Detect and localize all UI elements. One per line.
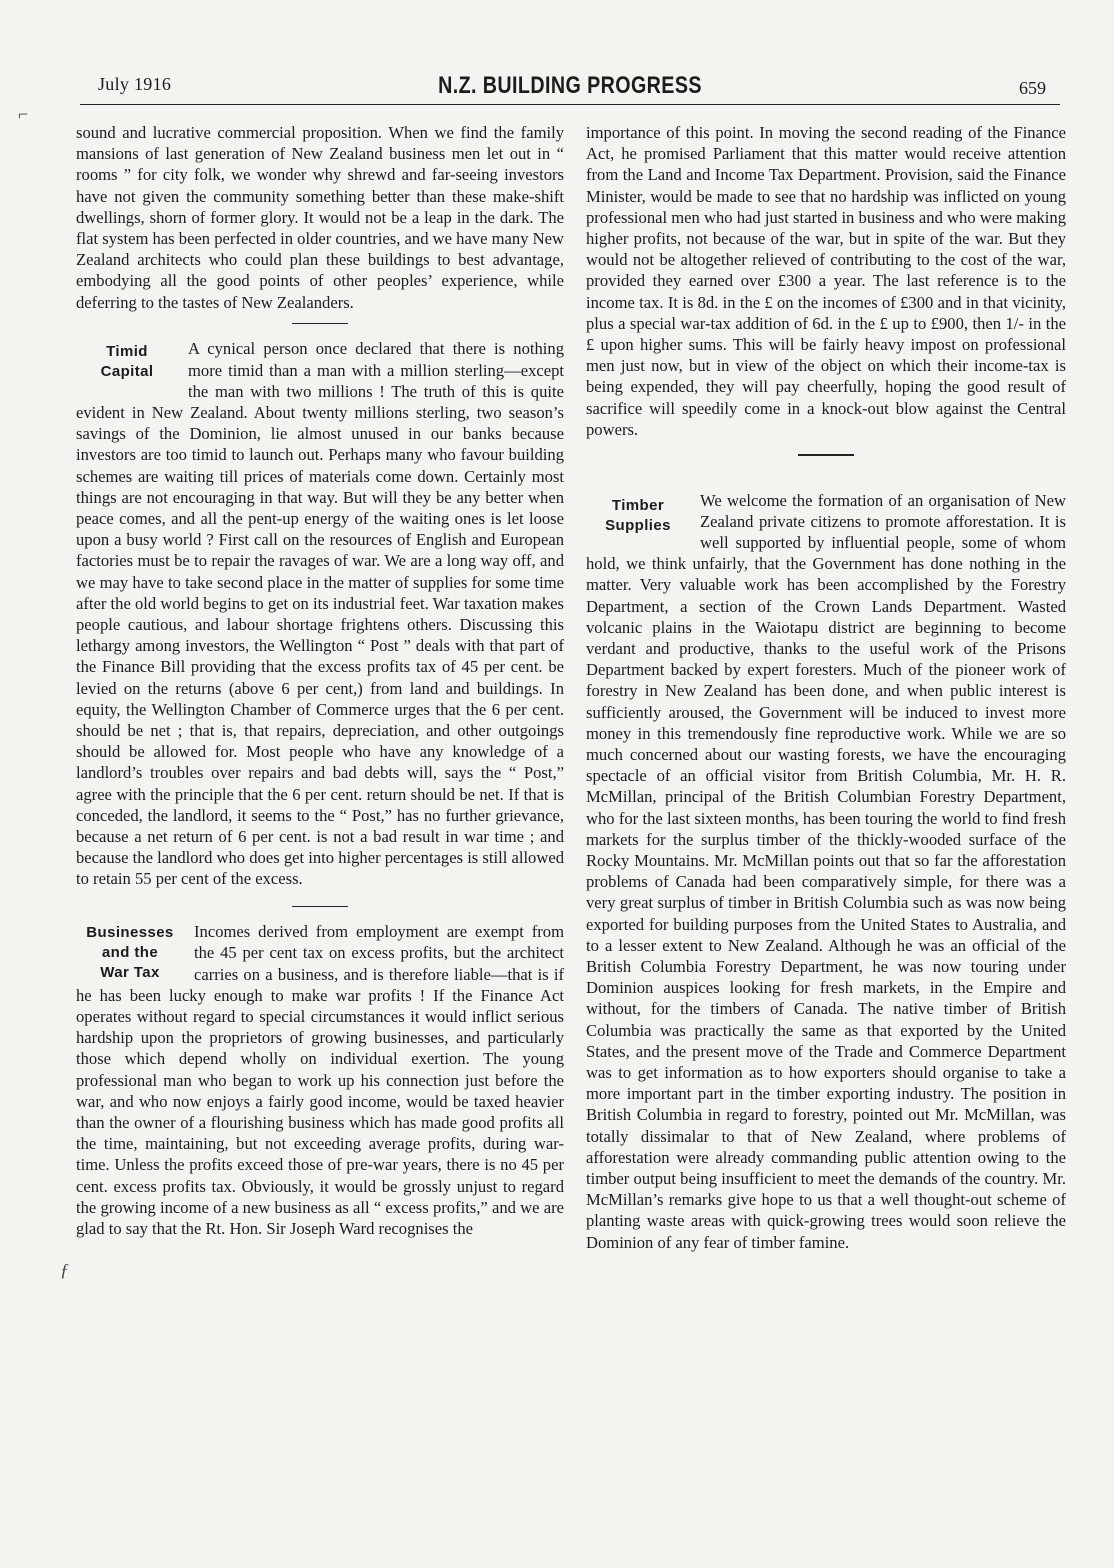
article-body: We welcome the formation of an organisation of New Zealand private citizens to promote afforestation. It is well supported by influential people, some of whom hold, we think unfairly, that the Government has done nothing in the matter. Very valuable work has been accomplished by the Forestry Department, a section of the Crown Lands Department. Wasted volcanic plains in the Waiotapu district are beginning to become verdant and productive, thanks to the useful work of the Prisons Department backed by expert foresters. Much of the pioneer work of forestry in New Zealand has been done, and when public interest is sufficiently aroused, the Government will be induced to invest more money in this tremendously fine reproductive work. While we are so much concerned about our wasting forests, we have the encouraging spectacle of an official visitor from British Columbia, Mr. H. R. McMillan, principal of the British Columbian Forestry Department, who for the last sixteen months, has been touring the world to find fresh markets for the surplus timber of the thickly-wooded surface of the Rocky Mountains. Mr. McMillan points out that so far the afforestation problems of Canada had been comparatively simple, for there was a very great surplus of timber in British Columbia such as was now being exported for building purposes from the United States to Australia, and to a lesser extent to New Zealand. Although he was an official of the British Columbia Forestry Department, he was now touring under Dominion auspices looking for fresh markets, in the Empire and without, for the timbers of Canada. The native timber of British Columbia was practically the same as that exported by the United States, and the present move of the Trade and Commerce Department was to get information as to how exporters should organise to take a more important part in the timber exporting industry. The position in British Columbia in regard to forestry, pointed out Mr. McMillan, was totally dissimalar to that of New Zealand, where problems of afforestation were already commanding public attention owing to the timber output being insufficient to meet the demands of the country. Mr. McMillan’s remarks give hope to us that a well thought-out scheme of planting waste areas with quick-growing trees would soon relieve the Dominion of any fear of timber famine. [586, 490, 1066, 1252]
article-body: A cynical person once declared that there is nothing more timid than a man with a million sterling—except the man with two millions ! The truth of this is quite evident in New Zealand. About twenty millions sterling, two season’s savings of the Dominion, lie almost unused in our banks because investors are too timid to launch out. Perhaps many who favour building schemes are waiting till prices of materials come down. Certainly most things are not encouraging in that way. But will they be any better when peace comes, and all the pent-up energy of the waiting ones is let loose upon a busy world ? First call on the resources of English and European factories must be to repair the ravages of war. We are a long way off, and we may have to take second place in the matter of supplies for some time after the old world begins to get on its industrial feet. War taxation makes people cautious, and labour shortage frightens others. Discussing this lethargy among investors, the Wellington “ Post ” deals with that part of the Finance Bill providing that the excess profits tax of 45 per cent. be levied on the returns (above 6 per cent,) from land and buildings. In equity, the Wellington Chamber of Commerce urges that the 6 per cent. should be net ; that is, that repairs, depreciation, and other outgoings should be allowed for. Most people who have any knowledge of a landlord’s troubles over repairs and bad debts will, says the “ Post,” agree with the principle that the 6 per cent. return should be net. If that is conceded, the landlord, it seems to the “ Post,” has no further grievance, because a net return of 6 per cent. is not a bad result in war time ; and because the landlord who does get into higher percentages is still allowed to retain 55 per cent of the excess. [76, 339, 564, 889]
side-heading-line: Capital [100, 363, 154, 381]
section-divider [292, 906, 348, 908]
side-heading-line: Supplies [605, 516, 671, 534]
intro-paragraph: sound and lucrative commercial proposition. When we find the family mansions of last generation of New Zealand business men let out in “ rooms ” for city folk, we wonder why shrewd and far-seeing investors have not given the community something better than these make-shift dwellings, shorn of former glory. It would not be a leap in the dark. The flat system has been perfected in older countries, and we have many New Zealand architects who could plan these buildings to best advantage, embodying all the good points of other peoples’ experience, while deferring to the tastes of New Zealanders. [76, 123, 564, 312]
side-heading-line: Timid [106, 343, 148, 361]
side-heading-line: Businesses [86, 924, 174, 942]
publication-title: N.Z. BUILDING PROGRESS [438, 72, 702, 99]
side-heading [76, 342, 188, 382]
side-heading [586, 496, 700, 536]
article-businesses-war-tax [76, 921, 564, 1239]
right-column [586, 122, 1066, 1253]
article-timid-capital [76, 338, 564, 889]
article-timber-supplies [586, 490, 1066, 1253]
side-heading [76, 923, 194, 983]
margin-mark-icon: ⌐ [18, 104, 29, 124]
side-heading-line: War Tax [100, 964, 160, 982]
section-divider [798, 454, 854, 456]
side-heading-line: Timber [611, 496, 665, 514]
article-body: Incomes derived from employment are exempt from the 45 per cent tax on excess profits, but the architect carries on a business, and is therefore liable—that is if he has been lucky enough to make war profits ! If the Finance Act operates without regard to special circumstances it would inflict serious hardship upon the proprietors of growing businesses, and particularly those which depend wholly on individual exertion. The young professional man who began to work up his connection just before the war, and who now enjoys a fairly good income, would be taxed heavier than the owner of a flourishing business which has made good profits all the time, maintaining, but not exceeding average profits, during war-time. Unless the profits exceed those of pre-war years, there is no 45 per cent. excess profits tax. Obviously, it would be grossly unjust to regard the growing income of a new business as all “ excess profits,” and we are glad to say that the Rt. Hon. Sir Joseph Ward recognises the [76, 922, 564, 1238]
left-column [76, 122, 564, 1239]
section-divider [292, 323, 348, 325]
issue-date: July 1916 [98, 74, 172, 94]
masthead [80, 72, 1060, 105]
page-number: 659 [1019, 78, 1046, 98]
side-heading-line: and the [101, 944, 159, 962]
margin-mark-icon: ƒ [60, 1260, 69, 1280]
continued-paragraph: importance of this point. In moving the second reading of the Finance Act, he promised Parliament that this matter would receive attention from the Land and Income Tax Department. Provision, said the Finance Minister, would be made to see that no hardship was inflicted on young professional men who had just started in business and who were making higher profits, not because of the war, but in spite of the war. But they would not be altogether relieved of contributing to the cost of the war, provided they earned over £300 a year. The last reference is to the income tax. It is 8d. in the £ on the incomes of £300 and in that vicinity, plus a special war-tax addition of 6d. in the £ up to £900, then 1/- in the £ upon higher sums. This will be fairly heavy impost on professional men just now, but in view of the object on which their income-tax is being expended, they will pay cheerfully, hoping the good result of sacrifice will speedily come in a knock-out blow against the Central powers. [586, 123, 1066, 439]
